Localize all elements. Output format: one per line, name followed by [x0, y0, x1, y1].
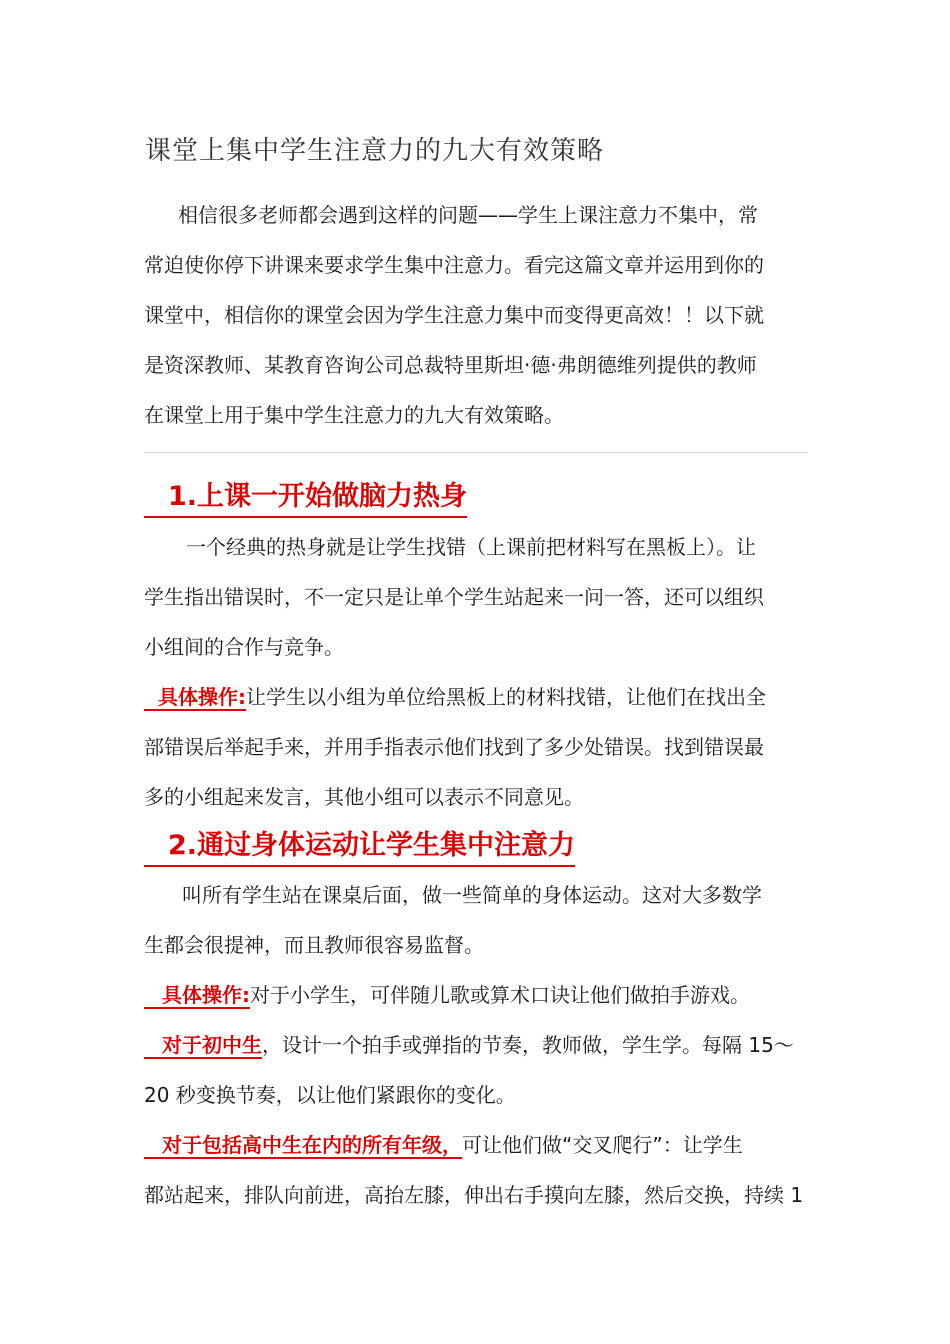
section1-operation-label: 具体操作:	[144, 685, 246, 711]
section2-junior-line: 20 秒变换节奏，以让他们紧跟你的变化。	[144, 1083, 516, 1107]
section1-operation-text: 让学生以小组为单位给黑板上的材料找错，让他们在找出全	[246, 685, 766, 709]
section2-junior-label: 对于初中生	[144, 1033, 262, 1059]
intro-line: 在课堂上用于集中学生注意力的九大有效策略。	[144, 403, 564, 427]
section2-junior-text: ，设计一个拍手或弹指的节奏，教师做，学生学。每隔 15～	[262, 1033, 794, 1057]
intro-line: 相信很多老师都会遇到这样的问题——学生上课注意力不集中，常	[178, 203, 758, 227]
section2-operation-text: 对于小学生，可伴随儿歌或算术口诀让他们做拍手游戏。	[250, 983, 750, 1007]
section2-body-line: 叫所有学生站在课桌后面，做一些简单的身体运动。这对大多数学	[182, 883, 762, 907]
section2-all-grades-text: 可让他们做“交叉爬行”：让学生	[462, 1133, 743, 1157]
section1-heading: 1.上课一开始做脑力热身	[144, 480, 467, 518]
section1-operation-line: 多的小组起来发言，其他小组可以表示不同意见。	[144, 785, 584, 809]
section2-operation-label: 具体操作:	[144, 983, 250, 1009]
section2-body	[144, 870, 808, 970]
section2-body-line: 生都会很提神，而且教师很容易监督。	[144, 933, 484, 957]
section1-body	[144, 522, 808, 672]
section2-all-grades-line: 都站起来，排队向前进，高抬左膝，伸出右手摸向左膝，然后交换，持续 1	[144, 1183, 804, 1207]
section2-operation	[144, 970, 808, 1220]
section1-body-line: 一个经典的热身就是让学生找错（上课前把材料写在黑板上）。让	[186, 535, 756, 559]
intro-line: 是资深教师、某教育咨询公司总裁特里斯坦·德·弗朗德维列提供的教师	[144, 353, 757, 377]
intro-paragraph	[144, 190, 808, 440]
intro-line: 常迫使你停下讲课来要求学生集中注意力。看完这篇文章并运用到你的	[144, 253, 764, 277]
section2-all-grades-label: 对于包括高中生在内的所有年级，	[144, 1133, 462, 1159]
section1-operation-line: 部错误后举起手来，并用手指表示他们找到了多少处错误。找到错误最	[144, 735, 764, 759]
section1-operation	[144, 672, 808, 822]
section-divider	[144, 452, 808, 453]
section2-heading: 2.通过身体运动让学生集中注意力	[144, 829, 575, 867]
section1-body-line: 学生指出错误时，不一定只是让单个学生站起来一问一答，还可以组织	[144, 585, 764, 609]
document-title: 课堂上集中学生注意力的九大有效策略	[145, 136, 605, 166]
intro-line: 课堂中，相信你的课堂会因为学生注意力集中而变得更高效！！以下就	[144, 303, 764, 327]
section1-body-line: 小组间的合作与竞争。	[144, 635, 344, 659]
